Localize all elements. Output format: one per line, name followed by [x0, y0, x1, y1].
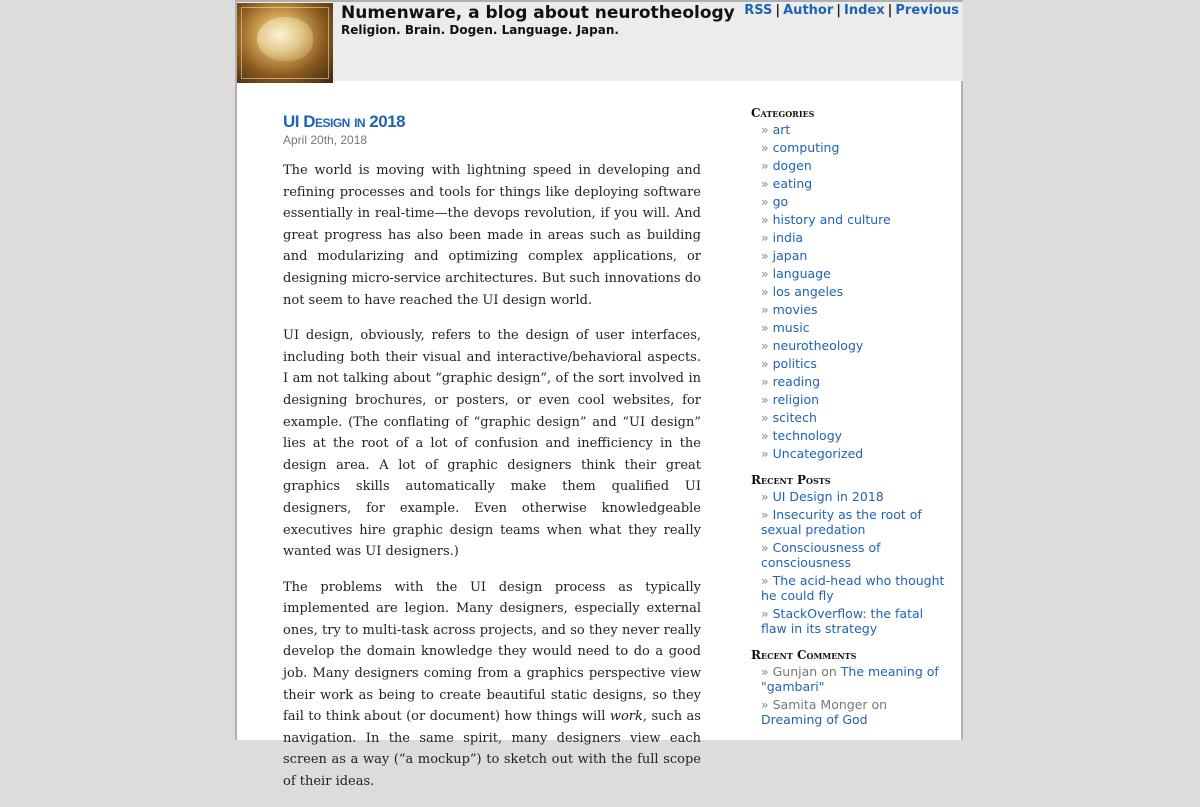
nav-author-link[interactable]: Author	[783, 3, 834, 18]
recent-post-item	[761, 573, 951, 603]
recent-post-link[interactable]: The acid-head who thought he could fly	[761, 573, 945, 603]
category-item	[761, 284, 951, 299]
site-title[interactable]: Numenware, a blog about neurotheology	[341, 3, 735, 23]
category-item	[761, 158, 951, 173]
categories-list	[761, 122, 951, 461]
recent-comment-item	[761, 697, 951, 727]
category-item	[761, 392, 951, 407]
category-item	[761, 428, 951, 443]
recent-comments-heading: Recent Comments	[751, 648, 857, 662]
category-item	[761, 212, 951, 227]
category-link-scitech[interactable]: scitech	[772, 410, 817, 425]
nav-separator: |	[887, 3, 893, 18]
post-paragraph	[283, 577, 701, 793]
category-link-neurotheology[interactable]: neurotheology	[772, 338, 864, 353]
comment-on-text: on	[871, 697, 888, 712]
recent-post-item	[761, 489, 951, 504]
category-link-india[interactable]: india	[772, 230, 804, 245]
site-header	[237, 0, 963, 81]
recent-comment-item	[761, 664, 951, 694]
category-item	[761, 176, 951, 191]
category-item	[761, 356, 951, 371]
recent-post-item	[761, 540, 951, 570]
category-link-language[interactable]: language	[772, 266, 831, 281]
top-navigation	[744, 3, 959, 18]
post-title[interactable]: UI Design in 2018	[283, 112, 406, 131]
comment-post-link[interactable]: Dreaming of God	[761, 712, 868, 727]
post-paragraph: The world is moving with lightning speed in developing and refining processes and tools for things like deploying software essentially in real-time—the devops revolution, if you will. And great progress has also been made in areas such as building and modularizing and optimizing complex applications, or designing micro-service architectures. But such innovations do not seem to have reached the UI design world.	[283, 163, 701, 308]
post-body	[283, 160, 701, 793]
category-link-eating[interactable]: eating	[772, 176, 813, 191]
nav-index-link[interactable]: Index	[844, 3, 885, 18]
nav-separator: |	[836, 3, 842, 18]
category-item	[761, 122, 951, 137]
category-link-movies[interactable]: movies	[772, 302, 818, 317]
comment-author: Samita Monger	[772, 697, 868, 712]
post-date: April 20th, 2018	[283, 133, 368, 147]
sidebar	[751, 106, 951, 739]
comment-author: Gunjan	[772, 664, 818, 679]
category-link-computing[interactable]: computing	[772, 140, 840, 155]
site-tagline: Religion. Brain. Dogen. Language. Japan.	[341, 23, 619, 37]
recent-post-link[interactable]: Consciousness of consciousness	[761, 540, 881, 570]
page-container	[235, 0, 963, 790]
recent-post-link[interactable]: Insecurity as the root of sexual predation	[761, 507, 922, 537]
nav-rss-link[interactable]: RSS	[744, 3, 773, 18]
recent-comments-list	[761, 664, 951, 727]
recent-post-item	[761, 507, 951, 537]
recent-post-item	[761, 606, 951, 636]
category-item	[761, 410, 951, 425]
category-link-art[interactable]: art	[772, 122, 791, 137]
post-content	[283, 112, 701, 807]
category-link-japan[interactable]: japan	[772, 248, 808, 263]
category-item	[761, 338, 951, 353]
category-link-politics[interactable]: politics	[772, 356, 817, 371]
emphasis-text: work	[609, 709, 643, 725]
category-item	[761, 320, 951, 335]
recent-post-link[interactable]: UI Design in 2018	[772, 489, 884, 504]
paragraph-text: , such as navigation. In the same spirit, many designers view each screen as a way (“a mockup”) to sketch out with the full scope of their ideas.	[283, 709, 701, 790]
category-link-los-angeles[interactable]: los angeles	[772, 284, 844, 299]
comment-post-link[interactable]: The meaning of "gambari"	[761, 664, 939, 694]
category-item	[761, 230, 951, 245]
category-item	[761, 248, 951, 263]
category-link-history-and-culture[interactable]: history and culture	[772, 212, 891, 227]
recent-posts-list	[761, 489, 951, 636]
category-link-reading[interactable]: reading	[772, 374, 821, 389]
category-link-go[interactable]: go	[772, 194, 789, 209]
category-link-technology[interactable]: technology	[772, 428, 843, 443]
paragraph-text: The problems with the UI design process as typically implemented are legion. Many designers, especially external ones, try to multi-task across projects, and so they never really develop the domain knowledge they would need to do a good job. Many designers coming from a graphics perspective view their work as being to create beautiful static designs, so they fail to think about (or document) how things will	[283, 579, 701, 725]
category-link-religion[interactable]: religion	[772, 392, 820, 407]
brain-icon	[257, 17, 313, 61]
categories-heading: Categories	[751, 106, 815, 120]
category-item	[761, 194, 951, 209]
category-link-uncategorized[interactable]: Uncategorized	[772, 446, 864, 461]
category-item	[761, 374, 951, 389]
category-link-dogen[interactable]: dogen	[772, 158, 812, 173]
category-item	[761, 140, 951, 155]
recent-post-link[interactable]: StackOverflow: the fatal flaw in its strategy	[761, 606, 924, 636]
site-logo-brain-image[interactable]	[237, 3, 333, 83]
category-link-music[interactable]: music	[772, 320, 810, 335]
nav-previous-link[interactable]: Previous	[895, 3, 959, 18]
recent-posts-heading: Recent Posts	[751, 473, 831, 487]
category-item	[761, 302, 951, 317]
category-item	[761, 266, 951, 281]
comment-on-text: on	[821, 664, 837, 679]
nav-separator: |	[775, 3, 781, 18]
category-item	[761, 446, 951, 461]
post-paragraph: UI design, obviously, refers to the design of user interfaces, including both their visual and interactive/behavioral aspects. I am not talking about “graphic design”, of the sort involved in designing brochures, or posters, or even cool websites, for example. (The conflating of “graphic design” and “UI design” lies at the root of a lot of confusion and inefficiency in the design area. A lot of graphic designers think their great graphics skills automatically make them qualified UI designers, for example. Even otherwise knowledgeable executives hire graphic design teams when what they really wanted was UI designers.)	[283, 328, 701, 560]
